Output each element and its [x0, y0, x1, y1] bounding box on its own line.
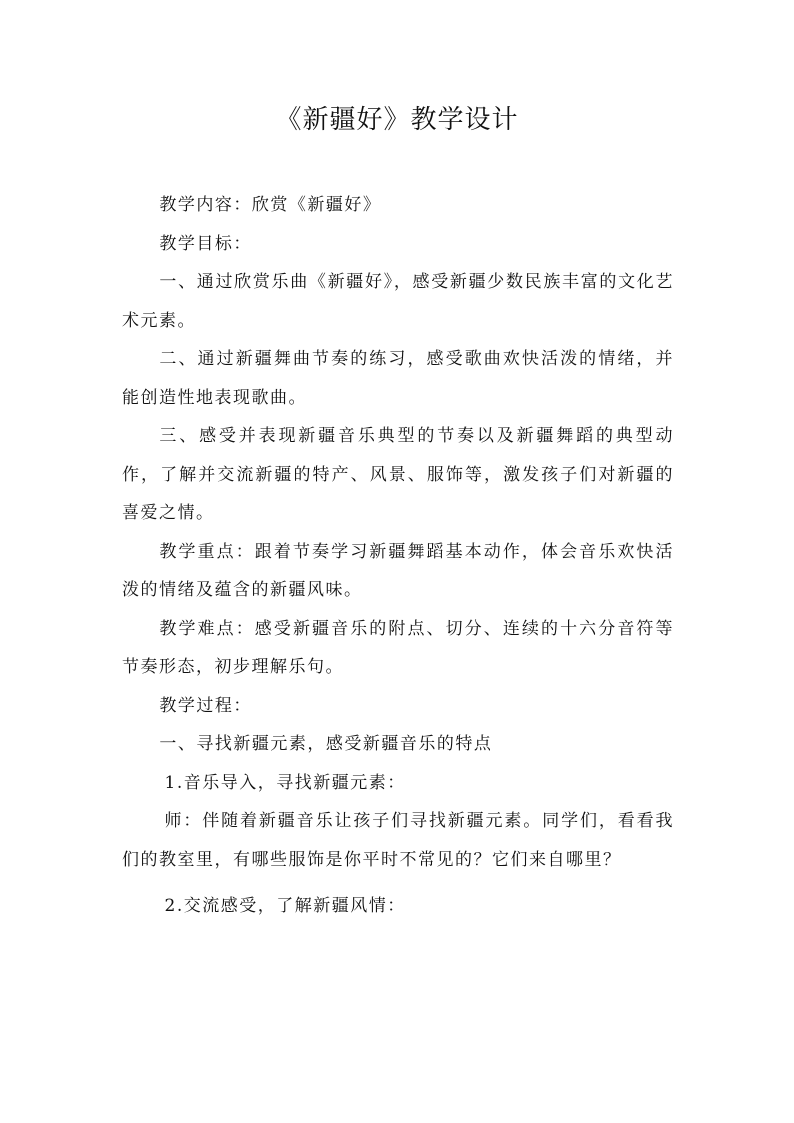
paragraph-process-heading: 教学过程： [159, 695, 252, 716]
paragraph-step-2: 2.交流感受，了解新疆风情： [164, 896, 406, 916]
paragraph-objectives-heading: 教学目标： [159, 233, 252, 254]
paragraph-step-1: 1.音乐导入，寻找新疆元素： [164, 772, 406, 793]
paragraph-objective-1: 一、通过欣赏乐曲《新疆好》，感受新疆少数民族丰富的文化艺术元素。 [122, 272, 674, 331]
paragraph-objective-3: 三、感受并表现新疆音乐典型的节奏以及新疆舞蹈的典型动作，了解并交流新疆的特产、风景、服饰等，激发孩子们对新疆的喜爱之情。 [122, 426, 674, 523]
paragraph-content: 教学内容：欣赏《新疆好》 [159, 195, 382, 215]
paragraph-teacher: 师：伴随着新疆音乐让孩子们寻找新疆元素。同学们，看看我们的教室里，有哪些服饰是你平时不常见的？它们来自哪里？ [122, 811, 674, 870]
paragraph-difficulty: 教学难点：感受新疆音乐的附点、切分、连续的十六分音符等节奏形态，初步理解乐句。 [122, 618, 674, 677]
paragraph-objective-2: 二、通过新疆舞曲节奏的练习，感受歌曲欢快活泼的情绪，并能创造性地表现歌曲。 [122, 349, 674, 408]
paragraph-section-1: 一、寻找新疆元素，感受新疆音乐的特点 [159, 734, 493, 754]
paragraph-key-point: 教学重点：跟着节奏学习新疆舞蹈基本动作，体会音乐欢快活泼的情绪及蕴含的新疆风味。 [122, 541, 674, 600]
document-title: 《新疆好》教学设计 [275, 105, 519, 135]
document-body [122, 186, 674, 926]
